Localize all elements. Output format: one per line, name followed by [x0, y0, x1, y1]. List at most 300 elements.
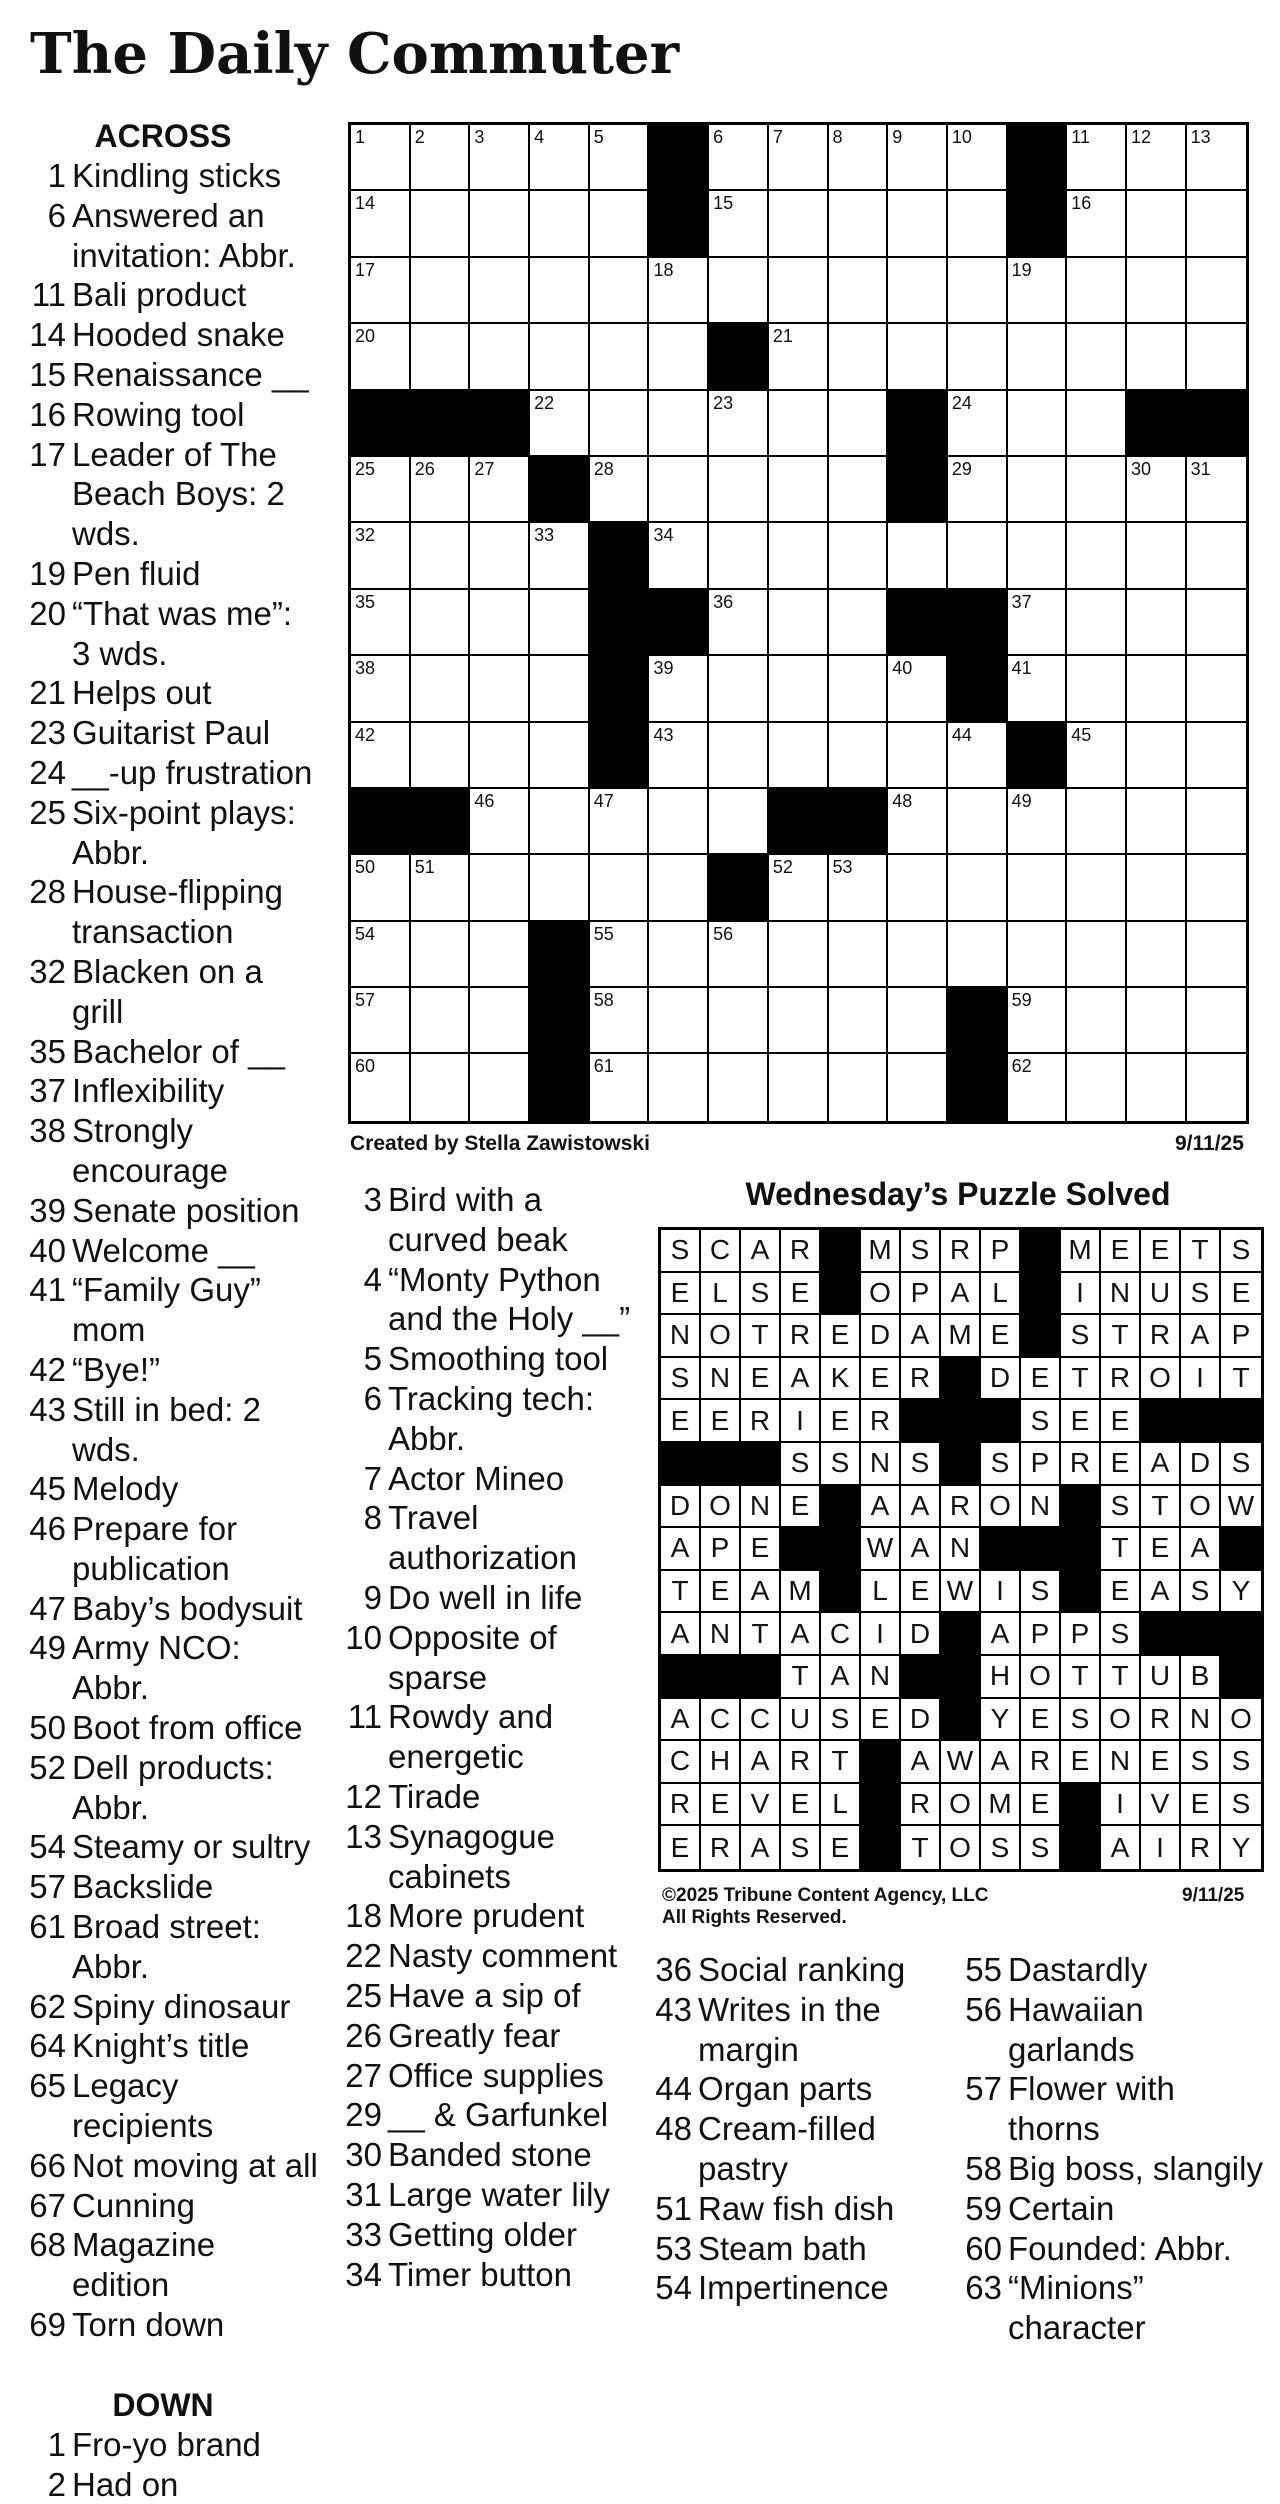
clue-text: Cream-filled: [698, 2110, 876, 2148]
grid-cell[interactable]: [1187, 1054, 1247, 1120]
grid-cell[interactable]: [948, 922, 1008, 988]
grid-cell[interactable]: [590, 191, 650, 257]
grid-cell[interactable]: [530, 855, 590, 921]
clue-item: [28, 2186, 318, 2226]
clue-text: Torn down: [72, 2306, 225, 2344]
solution-cell: N: [661, 1315, 701, 1358]
clue-text: Magazine edition: [72, 2226, 216, 2304]
solution-black-square: [661, 1443, 701, 1486]
grid-cell[interactable]: [649, 988, 709, 1054]
grid-cell[interactable]: [948, 258, 1008, 324]
grid-cell[interactable]: [1127, 457, 1187, 523]
clue-text: Rowing tool: [72, 395, 245, 433]
clue-text: Backslide: [72, 1868, 214, 1906]
grid-cell[interactable]: [351, 125, 411, 191]
grid-cell[interactable]: [411, 723, 471, 789]
grid-cell[interactable]: [769, 590, 829, 656]
cell-number: 48: [892, 790, 913, 811]
grid-cell[interactable]: [769, 324, 829, 390]
grid-cell[interactable]: [769, 523, 829, 589]
solution-cell: N: [1021, 1486, 1061, 1529]
solution-cell: R: [1021, 1741, 1061, 1784]
cell-number: 17: [355, 259, 376, 280]
clue-number: 52: [29, 1748, 66, 1786]
clue-text: pastry: [698, 2149, 788, 2187]
grid-cell[interactable]: [948, 391, 1008, 457]
grid-cell[interactable]: [411, 191, 471, 257]
clue-item: [344, 2095, 644, 2135]
grid-cell[interactable]: [470, 723, 530, 789]
page-title: The Daily Commuter: [30, 21, 680, 87]
grid-cell[interactable]: [1127, 191, 1187, 257]
grid-cell[interactable]: [530, 590, 590, 656]
solution-cell: S: [1181, 1571, 1221, 1614]
grid-cell[interactable]: [351, 656, 411, 722]
solution-black-square: [741, 1443, 781, 1486]
grid-cell[interactable]: [888, 523, 948, 589]
black-square: [948, 656, 1008, 722]
grid-cell[interactable]: [1067, 1054, 1127, 1120]
grid-cell[interactable]: [948, 191, 1008, 257]
cell-number: 2: [414, 127, 425, 147]
clue-item: [28, 275, 318, 315]
black-square: [590, 723, 650, 789]
grid-cell[interactable]: [351, 258, 411, 324]
clue-number: 63: [965, 2269, 1002, 2307]
grid-cell[interactable]: [590, 855, 650, 921]
grid-cell[interactable]: [1127, 789, 1187, 855]
grid-cell[interactable]: [470, 191, 530, 257]
grid-cell[interactable]: [1127, 855, 1187, 921]
black-square: [709, 324, 769, 390]
solution-cell: S: [661, 1230, 701, 1273]
grid-cell[interactable]: [470, 855, 530, 921]
solution-black-square: [821, 1571, 861, 1614]
grid-cell[interactable]: [411, 523, 471, 589]
grid-cell[interactable]: [1067, 523, 1127, 589]
grid-cell[interactable]: [470, 988, 530, 1054]
grid-cell[interactable]: [530, 324, 590, 390]
grid-cell[interactable]: [829, 590, 889, 656]
solution-black-square: [861, 1784, 901, 1827]
grid-cell[interactable]: [829, 723, 889, 789]
grid-cell[interactable]: [530, 391, 590, 457]
cell-number: 19: [1011, 259, 1032, 280]
clue-number: 48: [655, 2110, 692, 2148]
clue-item: [344, 1379, 644, 1459]
cell-number: 1: [355, 127, 366, 147]
grid-cell[interactable]: [948, 523, 1008, 589]
grid-cell[interactable]: [411, 258, 471, 324]
grid-cell[interactable]: [411, 988, 471, 1054]
grid-cell[interactable]: [530, 125, 590, 191]
grid-cell[interactable]: [351, 988, 411, 1054]
grid-cell[interactable]: [829, 324, 889, 390]
solution-cell: H: [981, 1656, 1021, 1699]
grid-cell[interactable]: [1187, 789, 1247, 855]
grid-cell[interactable]: [769, 723, 829, 789]
cell-number: 51: [414, 857, 435, 878]
grid-cell[interactable]: [411, 457, 471, 523]
grid-cell[interactable]: [709, 922, 769, 988]
solution-black-square: [1061, 1571, 1101, 1614]
grid-cell[interactable]: [1127, 723, 1187, 789]
grid-cell[interactable]: [649, 656, 709, 722]
grid-cell[interactable]: [530, 523, 590, 589]
grid-cell[interactable]: [1127, 324, 1187, 390]
grid-cell[interactable]: [411, 590, 471, 656]
grid-cell[interactable]: [1187, 191, 1247, 257]
grid-cell[interactable]: [470, 789, 530, 855]
clue-number: 25: [345, 1976, 382, 2014]
grid-cell[interactable]: [649, 789, 709, 855]
grid-cell[interactable]: [351, 1054, 411, 1120]
grid-cell[interactable]: [829, 523, 889, 589]
grid-cell[interactable]: [1187, 258, 1247, 324]
grid-cell[interactable]: [1127, 1054, 1187, 1120]
grid-cell[interactable]: [411, 656, 471, 722]
grid-cell[interactable]: [769, 855, 829, 921]
grid-cell[interactable]: [829, 457, 889, 523]
grid-cell[interactable]: [888, 324, 948, 390]
grid-cell[interactable]: [888, 723, 948, 789]
grid-cell[interactable]: [1067, 391, 1127, 457]
grid-cell[interactable]: [649, 1054, 709, 1120]
clue-text: Opposite of: [388, 1618, 557, 1656]
solution-cell: N: [861, 1656, 901, 1699]
solution-black-square: [661, 1656, 701, 1699]
grid-cell[interactable]: [1067, 457, 1127, 523]
grid-cell[interactable]: [530, 789, 590, 855]
grid-cell[interactable]: [351, 191, 411, 257]
black-square: [1008, 191, 1068, 257]
grid-cell[interactable]: [829, 988, 889, 1054]
grid-cell[interactable]: [649, 258, 709, 324]
grid-cell[interactable]: [1127, 656, 1187, 722]
solution-black-square: [821, 1486, 861, 1529]
solution-cell: C: [701, 1699, 741, 1742]
grid-cell[interactable]: [948, 324, 1008, 390]
grid-cell[interactable]: [1187, 656, 1247, 722]
grid-cell[interactable]: [470, 125, 530, 191]
grid-cell[interactable]: [1187, 457, 1247, 523]
solution-cell: P: [1021, 1613, 1061, 1656]
down-clues-2: [344, 1180, 644, 2294]
clue-text: Bird with a: [388, 1181, 543, 1218]
clue-item: [28, 2425, 318, 2465]
grid-cell[interactable]: [470, 656, 530, 722]
solution-cell: A: [741, 1741, 781, 1784]
across-list: [28, 156, 318, 2345]
grid-cell[interactable]: [1187, 125, 1247, 191]
cell-number: 34: [653, 525, 674, 546]
grid-cell[interactable]: [590, 125, 650, 191]
grid-cell[interactable]: [1067, 922, 1127, 988]
solution-cell: I: [861, 1613, 901, 1656]
solution-cell: E: [1021, 1358, 1061, 1401]
grid-cell[interactable]: [649, 523, 709, 589]
solution-cell: D: [661, 1486, 701, 1529]
grid-cell[interactable]: [769, 1054, 829, 1120]
grid-cell[interactable]: [948, 457, 1008, 523]
clue-number: 6: [363, 1379, 382, 1417]
cell-number: 16: [1071, 193, 1092, 214]
grid-cell[interactable]: [709, 789, 769, 855]
grid-cell[interactable]: [470, 457, 530, 523]
grid-cell[interactable]: [590, 457, 650, 523]
solution-cell: A: [1101, 1826, 1141, 1869]
grid-cell[interactable]: [590, 988, 650, 1054]
grid-cell[interactable]: [1008, 391, 1068, 457]
grid-cell[interactable]: [769, 922, 829, 988]
grid-cell[interactable]: [769, 656, 829, 722]
grid-cell[interactable]: [590, 789, 650, 855]
grid-cell[interactable]: [530, 723, 590, 789]
grid-cell[interactable]: [470, 922, 530, 988]
grid-cell[interactable]: [1008, 1054, 1068, 1120]
grid-cell[interactable]: [1067, 789, 1127, 855]
grid-cell[interactable]: [1008, 988, 1068, 1054]
grid-cell[interactable]: [1008, 855, 1068, 921]
clue-text: Impertinence: [698, 2269, 889, 2307]
grid-cell[interactable]: [351, 723, 411, 789]
down-list-1: [28, 2425, 318, 2504]
grid-cell[interactable]: [351, 457, 411, 523]
clue-text: Cunning: [72, 2186, 195, 2224]
solution-cell: A: [901, 1741, 941, 1784]
grid-cell[interactable]: [1067, 125, 1127, 191]
grid-cell[interactable]: [351, 855, 411, 921]
grid-cell[interactable]: [948, 723, 1008, 789]
solution-cell: O: [1141, 1358, 1181, 1401]
cell-number: 56: [713, 923, 734, 944]
black-square: [888, 590, 948, 656]
grid-cell[interactable]: [829, 391, 889, 457]
grid-cell[interactable]: [888, 789, 948, 855]
clue-number: 51: [655, 2189, 692, 2227]
solution-cell: D: [981, 1358, 1021, 1401]
grid-cell[interactable]: [1008, 656, 1068, 722]
grid-cell[interactable]: [649, 324, 709, 390]
solution-cell: N: [1181, 1699, 1221, 1742]
cell-number: 45: [1071, 724, 1092, 745]
grid-cell[interactable]: [649, 457, 709, 523]
clue-text: Abbr.: [72, 833, 150, 871]
grid-cell[interactable]: [829, 922, 889, 988]
solution-black-square: [1221, 1528, 1261, 1571]
grid-cell[interactable]: [888, 258, 948, 324]
grid-cell[interactable]: [829, 656, 889, 722]
grid-cell[interactable]: [829, 258, 889, 324]
grid-cell[interactable]: [1127, 988, 1187, 1054]
grid-cell[interactable]: [351, 324, 411, 390]
clue-item: [28, 1191, 318, 1231]
grid-cell[interactable]: [411, 125, 471, 191]
grid-cell[interactable]: [888, 656, 948, 722]
grid-cell[interactable]: [709, 590, 769, 656]
grid-cell[interactable]: [470, 590, 530, 656]
grid-cell[interactable]: [351, 590, 411, 656]
clue-number: 57: [29, 1868, 66, 1906]
clue-text: Not moving at all: [72, 2146, 318, 2184]
grid-cell[interactable]: [829, 1054, 889, 1120]
grid-cell[interactable]: [411, 1054, 471, 1120]
cell-number: 31: [1190, 458, 1211, 479]
grid-cell[interactable]: [1187, 590, 1247, 656]
grid-cell[interactable]: [1008, 523, 1068, 589]
black-square: [530, 988, 590, 1054]
solution-cell: E: [1101, 1571, 1141, 1614]
grid-cell[interactable]: [769, 258, 829, 324]
grid-cell[interactable]: [709, 258, 769, 324]
grid-cell[interactable]: [1067, 191, 1127, 257]
cell-number: 39: [653, 658, 674, 679]
grid-cell[interactable]: [1008, 922, 1068, 988]
clue-number: 59: [965, 2189, 1002, 2227]
grid-cell[interactable]: [1008, 789, 1068, 855]
grid-cell[interactable]: [1008, 258, 1068, 324]
grid-cell[interactable]: [590, 391, 650, 457]
grid-cell[interactable]: [1067, 988, 1127, 1054]
grid-cell[interactable]: [649, 391, 709, 457]
grid-cell[interactable]: [351, 523, 411, 589]
grid-cell[interactable]: [411, 855, 471, 921]
grid-cell[interactable]: [530, 656, 590, 722]
grid-cell[interactable]: [709, 523, 769, 589]
grid-cell[interactable]: [411, 922, 471, 988]
solution-cell: T: [1221, 1358, 1261, 1401]
grid-cell[interactable]: [1067, 258, 1127, 324]
grid-cell[interactable]: [709, 391, 769, 457]
grid-cell[interactable]: [769, 457, 829, 523]
grid-cell[interactable]: [649, 723, 709, 789]
grid-cell[interactable]: [829, 125, 889, 191]
grid-cell[interactable]: [829, 855, 889, 921]
grid-cell[interactable]: [1008, 457, 1068, 523]
grid-cell[interactable]: [590, 324, 650, 390]
grid-cell[interactable]: [769, 988, 829, 1054]
grid-cell[interactable]: [769, 191, 829, 257]
grid-cell[interactable]: [1067, 324, 1127, 390]
clue-item: [344, 1976, 644, 2016]
grid-cell[interactable]: [1127, 523, 1187, 589]
grid-cell[interactable]: [709, 457, 769, 523]
grid-cell[interactable]: [1127, 590, 1187, 656]
grid-cell[interactable]: [590, 258, 650, 324]
grid-cell[interactable]: [888, 125, 948, 191]
grid-cell[interactable]: [709, 191, 769, 257]
grid-cell[interactable]: [411, 324, 471, 390]
grid-cell[interactable]: [1127, 922, 1187, 988]
clue-text: Pen fluid: [72, 554, 201, 592]
grid-cell[interactable]: [888, 1054, 948, 1120]
grid-cell[interactable]: [1187, 922, 1247, 988]
grid-cell[interactable]: [470, 1054, 530, 1120]
grid-cell[interactable]: [709, 1054, 769, 1120]
grid-cell[interactable]: [709, 988, 769, 1054]
grid-cell[interactable]: [470, 324, 530, 390]
clue-item: [964, 1990, 1274, 2070]
grid-cell[interactable]: [530, 191, 590, 257]
grid-cell[interactable]: [709, 656, 769, 722]
grid-cell[interactable]: [649, 922, 709, 988]
grid-cell[interactable]: [470, 258, 530, 324]
grid-cell[interactable]: [351, 922, 411, 988]
grid-cell[interactable]: [590, 922, 650, 988]
grid-cell[interactable]: [649, 855, 709, 921]
grid-cell[interactable]: [590, 1054, 650, 1120]
solution-cell: T: [1061, 1656, 1101, 1699]
solution-cell: A: [1141, 1571, 1181, 1614]
grid-cell[interactable]: [1067, 723, 1127, 789]
grid-cell[interactable]: [709, 125, 769, 191]
clue-item: [28, 2305, 318, 2345]
grid-cell[interactable]: [1187, 723, 1247, 789]
grid-cell[interactable]: [769, 391, 829, 457]
grid-cell[interactable]: [1008, 590, 1068, 656]
grid-cell[interactable]: [829, 191, 889, 257]
cell-number: 58: [593, 990, 614, 1011]
solution-cell: W: [1221, 1486, 1261, 1529]
clue-number: 36: [655, 1951, 692, 1988]
grid-cell[interactable]: [948, 855, 1008, 921]
grid-cell[interactable]: [1067, 590, 1127, 656]
clue-item: [28, 1469, 318, 1509]
clue-text: Nasty comment: [388, 1937, 618, 1975]
grid-cell[interactable]: [769, 125, 829, 191]
solution-cell: I: [781, 1400, 821, 1443]
grid-cell[interactable]: [888, 988, 948, 1054]
grid-cell[interactable]: [1067, 656, 1127, 722]
cell-number: 40: [892, 658, 913, 679]
grid-cell[interactable]: [1187, 324, 1247, 390]
grid-cell[interactable]: [888, 191, 948, 257]
solution-black-square: [821, 1528, 861, 1571]
clue-text: Knight’s title: [72, 2027, 250, 2065]
crossword-grid[interactable]: [348, 122, 1249, 1124]
grid-cell[interactable]: [1067, 855, 1127, 921]
grid-cell[interactable]: [1008, 324, 1068, 390]
grid-cell[interactable]: [948, 125, 1008, 191]
solution-cell: E: [1181, 1784, 1221, 1827]
grid-cell[interactable]: [530, 258, 590, 324]
solution-cell: O: [941, 1784, 981, 1827]
solution-cell: R: [701, 1826, 741, 1869]
grid-cell[interactable]: [948, 789, 1008, 855]
grid-cell[interactable]: [888, 922, 948, 988]
black-square: [530, 922, 590, 988]
grid-cell[interactable]: [888, 855, 948, 921]
grid-cell[interactable]: [1127, 258, 1187, 324]
grid-cell[interactable]: [1187, 988, 1247, 1054]
solution-black-square: [941, 1358, 981, 1401]
grid-cell[interactable]: [1187, 523, 1247, 589]
clue-item: [964, 2189, 1274, 2229]
solution-cell: C: [661, 1741, 701, 1784]
clue-item: [344, 1498, 644, 1578]
grid-cell[interactable]: [709, 723, 769, 789]
grid-cell[interactable]: [1127, 125, 1187, 191]
solution-cell: L: [861, 1571, 901, 1614]
solution-cell: R: [1141, 1315, 1181, 1358]
solution-cell: S: [1221, 1741, 1261, 1784]
clue-item: [344, 1777, 644, 1817]
grid-cell[interactable]: [470, 523, 530, 589]
cell-number: 57: [355, 990, 376, 1011]
grid-cell[interactable]: [1187, 855, 1247, 921]
clue-number: 49: [29, 1629, 66, 1667]
cell-number: 7: [772, 127, 783, 147]
